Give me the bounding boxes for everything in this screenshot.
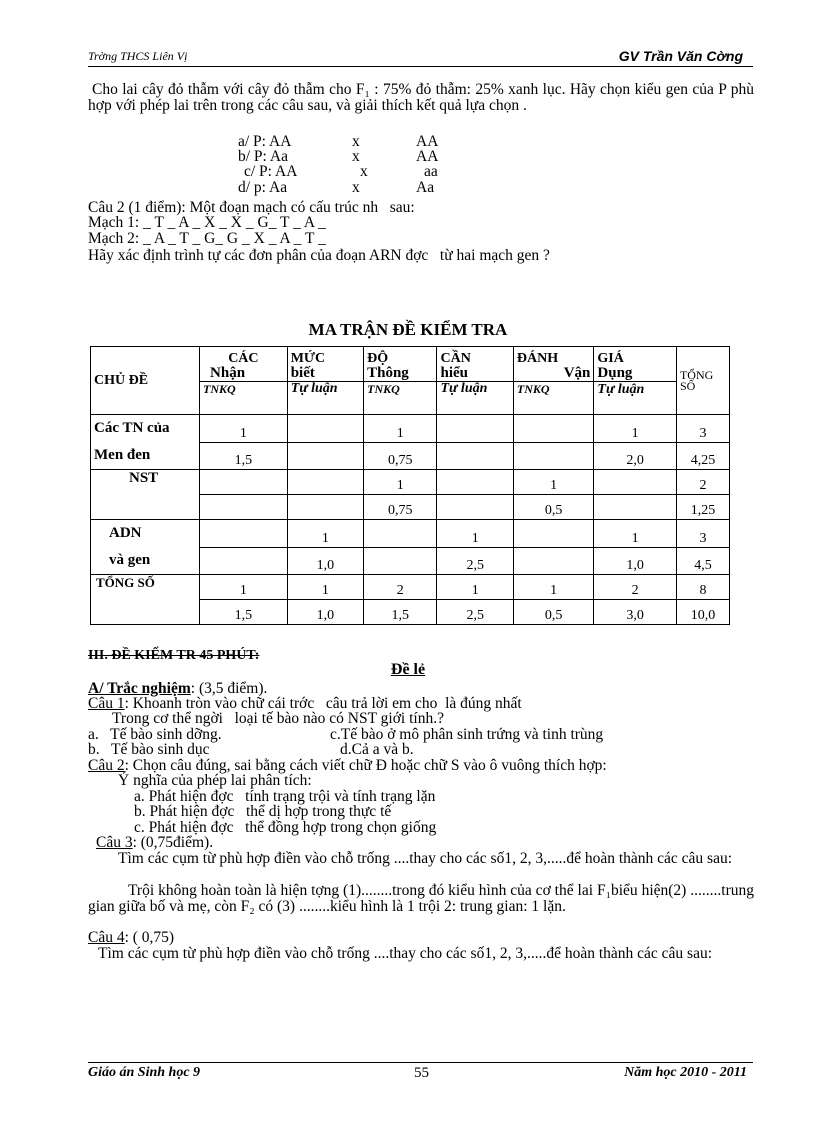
matrix-cell bbox=[200, 547, 288, 575]
matrix-title: MA TRẬN ĐỀ KIỂM TRA bbox=[308, 320, 508, 339]
q2-line: Câu 2: Chọn câu đúng, sai bằng cách viết chữ Đ hoặc chữ S vào ô vuông thích hợp: bbox=[88, 757, 607, 774]
matrix-cell bbox=[437, 442, 513, 470]
option-x: x bbox=[360, 163, 368, 180]
option-b: b/ P: Aa bbox=[238, 148, 288, 165]
matrix-cell: 3 bbox=[676, 520, 729, 548]
option-x: x bbox=[352, 133, 360, 150]
matrix-cell bbox=[287, 442, 363, 470]
q3-line: Câu 3: (0,75điểm). bbox=[96, 834, 214, 851]
matrix-cell bbox=[437, 470, 513, 495]
matrix-cell: 2,5 bbox=[437, 600, 513, 625]
matrix-cell: 1 bbox=[200, 575, 288, 600]
matrix-cell: 1,25 bbox=[676, 495, 729, 520]
page-number: 55 bbox=[414, 1065, 429, 1081]
matrix-cell: 1 bbox=[594, 415, 677, 443]
option-r: Aa bbox=[416, 179, 435, 196]
option-x: x bbox=[352, 179, 360, 196]
q2-question: Hãy xác định trình tự các đơn phân của đoạn ARN đợc từ hai mạch gen ? bbox=[88, 247, 550, 264]
option-a: a/ P: AA bbox=[238, 133, 292, 150]
matrix-cell bbox=[200, 520, 288, 548]
footer-left: Giáo án Sinh học 9 bbox=[88, 1065, 201, 1080]
matrix-cell: 1 bbox=[513, 575, 594, 600]
level-cell: ĐÁNH Vận bbox=[513, 347, 594, 382]
matrix-cell bbox=[200, 495, 288, 520]
q3-instruction: Tìm các cụm từ phù hợp điền vào chỗ trống ....thay cho các số1, 2, 3,.....để hoàn thành các câu sau: bbox=[118, 850, 733, 867]
matrix-cell bbox=[287, 495, 363, 520]
q1-option-b: b. Tế bào sinh dục bbox=[88, 741, 210, 758]
matrix-cell: 1,0 bbox=[594, 547, 677, 575]
option-r: AA bbox=[416, 133, 439, 150]
level-cell: CẦN hiểu bbox=[437, 347, 513, 382]
q1-line: Câu 1: Khoanh tròn vào chữ cái trớc câu trả lời em cho là đúng nhất bbox=[88, 695, 522, 712]
matrix-cell bbox=[364, 520, 437, 548]
exam-heading: III. ĐỀ KIỂM TR 45 PHÚT: bbox=[88, 648, 260, 663]
part-a: A/ Trắc nghiệm: (3,5 điểm). bbox=[88, 680, 268, 697]
level-cell: GIÁ Dụng bbox=[594, 347, 677, 382]
matrix-cell bbox=[364, 547, 437, 575]
matrix-cell: 0,5 bbox=[513, 495, 594, 520]
q2-statement-c: c. Phát hiện đợc thể đồng hợp trong chọn giống bbox=[134, 819, 437, 836]
matrix-cell: 1 bbox=[594, 520, 677, 548]
matrix-cell bbox=[287, 470, 363, 495]
matrix-cell bbox=[287, 415, 363, 443]
level-cell: CÁC Nhận bbox=[200, 347, 288, 382]
topic-label: Các TN của Men đen bbox=[91, 415, 200, 470]
option-x: x bbox=[352, 148, 360, 165]
matrix-cell: 10,0 bbox=[676, 600, 729, 625]
q2-strand-1: Mạch 1: _ T _ A _ X _ X _ G_ T _ A _ bbox=[88, 214, 326, 231]
school-name: Trờng THCS Liên Vị bbox=[88, 49, 188, 63]
matrix-cell: 1,0 bbox=[287, 547, 363, 575]
matrix-cell: 8 bbox=[676, 575, 729, 600]
matrix-cell: 2,5 bbox=[437, 547, 513, 575]
q4-line: Câu 4: ( 0,75) bbox=[88, 929, 175, 946]
q4-instruction: Tìm các cụm từ phù hợp điền vào chỗ trống ....thay cho các số1, 2, 3,.....để hoàn thành các câu sau: bbox=[98, 945, 713, 962]
matrix-cell: 2 bbox=[364, 575, 437, 600]
page-footer bbox=[88, 1062, 753, 1083]
q1-option-a: a. Tế bào sinh dỡng. bbox=[88, 726, 222, 743]
matrix-cell: 1 bbox=[513, 470, 594, 495]
matrix-cell bbox=[513, 415, 594, 443]
matrix-cell bbox=[200, 470, 288, 495]
matrix-cell: 0,5 bbox=[513, 600, 594, 625]
matrix-cell: 1 bbox=[437, 575, 513, 600]
option-c: c/ P: AA bbox=[244, 163, 298, 180]
q2-statement-a: a. Phát hiện đợc tính trạng trội và tính trạng lặn bbox=[134, 788, 436, 805]
assessment-matrix bbox=[90, 346, 730, 625]
q2-statement-b: b. Phát hiện đợc thể dị hợp trong thực tế bbox=[134, 803, 392, 820]
matrix-cell: 1,5 bbox=[200, 600, 288, 625]
sub-tu-luan: Tự luận bbox=[287, 382, 363, 415]
footer-right: Năm học 2010 - 2011 bbox=[624, 1065, 747, 1080]
matrix-cell: 2,0 bbox=[594, 442, 677, 470]
topic-label: ADN và gen bbox=[91, 520, 200, 575]
matrix-cell bbox=[437, 415, 513, 443]
q2-meaning: Ý nghĩa của phép lai phân tích: bbox=[118, 772, 312, 789]
total-header: TỔNG SỐ bbox=[676, 347, 729, 415]
matrix-cell bbox=[594, 470, 677, 495]
sub-tnkq: TNKQ bbox=[200, 382, 288, 415]
matrix-cell: 4,5 bbox=[676, 547, 729, 575]
sub-tnkq: TNKQ bbox=[513, 382, 594, 415]
matrix-cell: 1,5 bbox=[200, 442, 288, 470]
page-header bbox=[88, 48, 753, 67]
topic-header: CHỦ ĐỀ bbox=[91, 347, 200, 415]
matrix-cell: 1 bbox=[200, 415, 288, 443]
matrix-cell: 4,25 bbox=[676, 442, 729, 470]
matrix-cell: 1 bbox=[287, 520, 363, 548]
matrix-cell: 1,5 bbox=[364, 600, 437, 625]
matrix-cell: 1 bbox=[364, 415, 437, 443]
exam-subtitle: Đề lẻ bbox=[390, 661, 426, 678]
matrix-cell bbox=[513, 547, 594, 575]
matrix-cell: 1 bbox=[437, 520, 513, 548]
q1-question: Trong cơ thể ngời loại tế bào nào có NST giới tính.? bbox=[112, 710, 444, 727]
matrix-cell bbox=[513, 520, 594, 548]
matrix-cell: 0,75 bbox=[364, 495, 437, 520]
option-r: aa bbox=[424, 163, 438, 180]
level-cell: ĐỘ Thông bbox=[364, 347, 437, 382]
matrix-cell: 1,0 bbox=[287, 600, 363, 625]
q1-option-d: d.Cả a và b. bbox=[340, 741, 414, 758]
q1-option-c: c.Tế bào ở mô phân sinh trứng và tinh trùng bbox=[330, 726, 604, 743]
matrix-cell bbox=[437, 495, 513, 520]
matrix-cell: 2 bbox=[676, 470, 729, 495]
matrix-cell: 2 bbox=[594, 575, 677, 600]
q3-paragraph: Trội không hoàn toàn là hiện tợng (1)........trong đó kiểu hình của cơ thể lai F₁biểu hiện(2) ........trung gian giữa bố và mẹ, còn F₂ có (3) ........kiểu hình là 1 trội 2: trung gian: 1 lặn. bbox=[88, 882, 754, 915]
sub-tu-luan: Tự luận bbox=[437, 382, 513, 415]
teacher-name: GV Trần Văn Cờng bbox=[618, 48, 743, 64]
matrix-cell bbox=[594, 495, 677, 520]
option-d: d/ p: Aa bbox=[238, 179, 288, 196]
sub-tnkq: TNKQ bbox=[364, 382, 437, 415]
matrix-cell: 0,75 bbox=[364, 442, 437, 470]
matrix-cell: 3 bbox=[676, 415, 729, 443]
option-r: AA bbox=[416, 148, 439, 165]
q2-title: Câu 2 (1 điểm): Một đoạn mạch có cấu trúc nh sau: bbox=[88, 199, 415, 216]
intro-paragraph: Cho lai cây đỏ thẫm với cây đỏ thẫm cho F₁ : 75% đỏ thẫm: 25% xanh lục. Hãy chọn kiểu gen của P phù hợp với phép lai trên trong các câu sau, và giải thích kết quả lựa chọn . bbox=[88, 81, 754, 114]
sub-tu-luan: Tự luận bbox=[594, 382, 677, 415]
topic-label: NST bbox=[91, 470, 200, 520]
topic-label: TỔNG SỐ bbox=[91, 575, 200, 625]
matrix-cell: 1 bbox=[364, 470, 437, 495]
q2-strand-2: Mạch 2: _ A _ T _ G_ G _ X _ A _ T _ bbox=[88, 230, 326, 247]
matrix-cell bbox=[513, 442, 594, 470]
matrix-cell: 3,0 bbox=[594, 600, 677, 625]
level-cell: MỨC biết bbox=[287, 347, 363, 382]
matrix-cell: 1 bbox=[287, 575, 363, 600]
